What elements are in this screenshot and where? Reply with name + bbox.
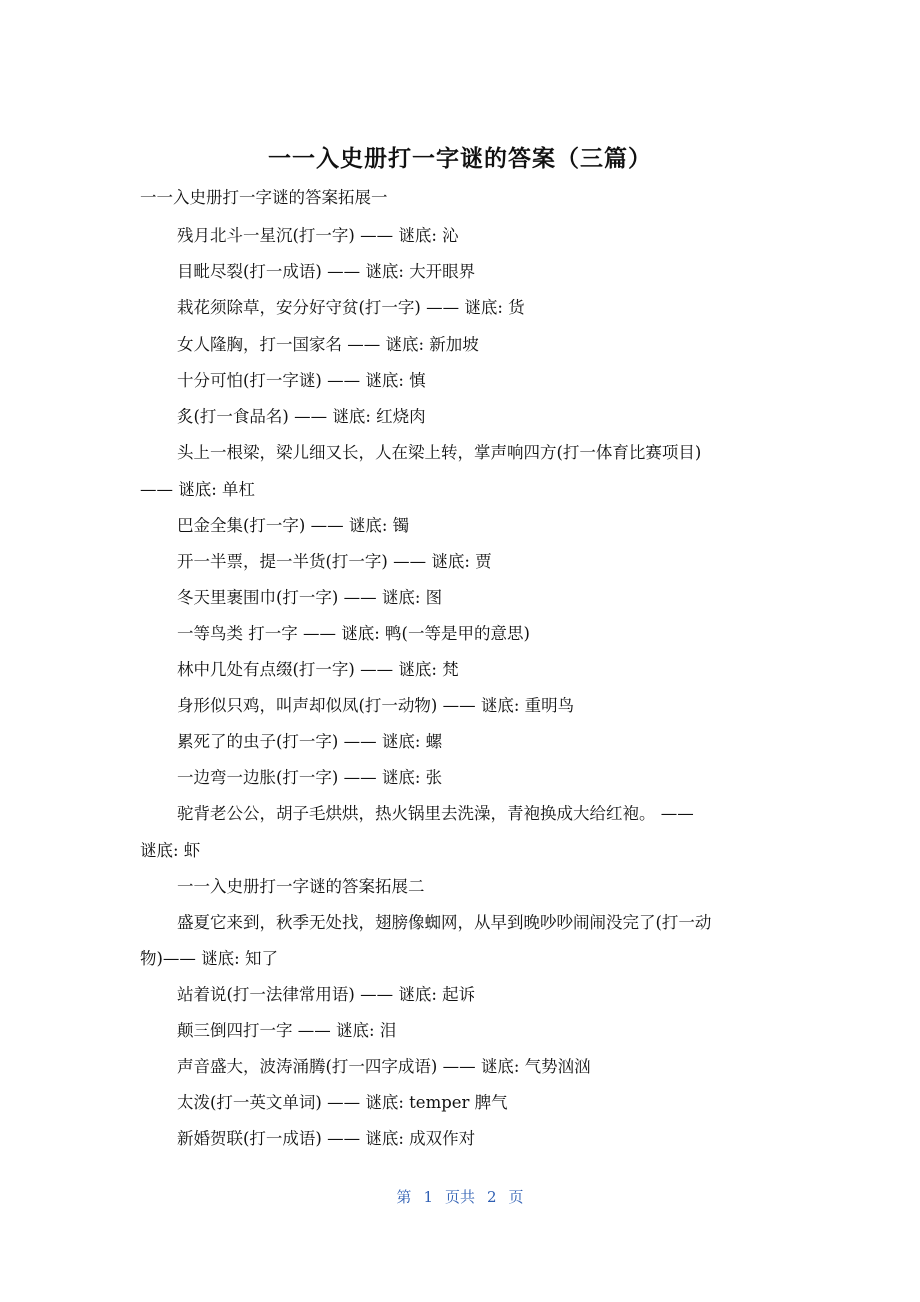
riddle-line-continued: 物)—— 谜底: 知了 <box>140 949 278 968</box>
riddle-line: 女人隆胸，打一国家名 —— 谜底: 新加坡 <box>177 335 479 354</box>
riddle-line: 颠三倒四打一字 —— 谜底: 泪 <box>177 1021 397 1040</box>
riddle-line: 头上一根梁，梁儿细又长，人在梁上转，掌声响四方(打一体育比赛项目) <box>177 443 702 462</box>
riddle-line: 林中几处有点缀(打一字) —— 谜底: 梵 <box>177 660 459 679</box>
riddle-line: 残月北斗一星沉(打一字) —— 谜底: 沁 <box>177 226 459 245</box>
riddle-line-continued: —— 谜底: 单杠 <box>140 480 256 499</box>
riddle-line: 身形似只鸡，叫声却似凤(打一动物) —— 谜底: 重明鸟 <box>177 696 575 715</box>
riddle-line: 栽花须除草，安分好守贫(打一字) —— 谜底: 货 <box>177 298 525 317</box>
riddle-line: 一等鸟类 打一字 —— 谜底: 鸭(一等是甲的意思) <box>177 624 530 643</box>
section-heading: 一一入史册打一字谜的答案拓展一 <box>140 188 388 207</box>
footer-current-page: 1 <box>423 1188 433 1206</box>
riddle-line: 目毗尽裂(打一成语) —— 谜底: 大开眼界 <box>177 262 476 281</box>
footer-label-of: 页共 <box>444 1188 475 1206</box>
riddle-line-continued: 谜底: 虾 <box>140 841 201 860</box>
riddle-line: 开一半票，提一半货(打一字) —— 谜底: 贾 <box>177 552 492 571</box>
riddle-line: 太泼(打一英文单词) —— 谜底: temper 脾气 <box>177 1093 508 1112</box>
riddle-line: 站着说(打一法律常用语) —— 谜底: 起诉 <box>177 985 476 1004</box>
page-footer <box>0 1186 920 1207</box>
footer-label-page: 第 <box>396 1188 412 1206</box>
riddle-line: 声音盛大，波涛涌腾(打一四字成语) —— 谜底: 气势汹汹 <box>177 1057 591 1076</box>
riddle-line: 驼背老公公，胡子毛烘烘，热火锅里去洗澡，青袍换成大给红袍。 —— <box>177 804 694 823</box>
riddle-line: 巴金全集(打一字) —— 谜底: 镯 <box>177 516 410 535</box>
riddle-line: 累死了的虫子(打一字) —— 谜底: 螺 <box>177 732 443 751</box>
footer-label-pages: 页 <box>508 1188 524 1206</box>
riddle-line: 新婚贺联(打一成语) —— 谜底: 成双作对 <box>177 1129 476 1148</box>
riddle-line: 冬天里裹围巾(打一字) —— 谜底: 图 <box>177 588 443 607</box>
footer-total-pages: 2 <box>487 1188 497 1206</box>
riddle-line: 盛夏它来到，秋季无处找，翅膀像蜘网，从早到晚吵吵闹闹没完了(打一动 <box>177 913 712 932</box>
riddle-line: 一边弯一边胀(打一字) —— 谜底: 张 <box>177 768 443 787</box>
section-heading: 一一入史册打一字谜的答案拓展二 <box>177 877 425 896</box>
riddle-line: 炙(打一食品名) —— 谜底: 红烧肉 <box>177 407 426 426</box>
document-title: 一一入史册打一字谜的答案（三篇） <box>268 146 652 172</box>
riddle-line: 十分可怕(打一字谜) —— 谜底: 慎 <box>177 371 426 390</box>
